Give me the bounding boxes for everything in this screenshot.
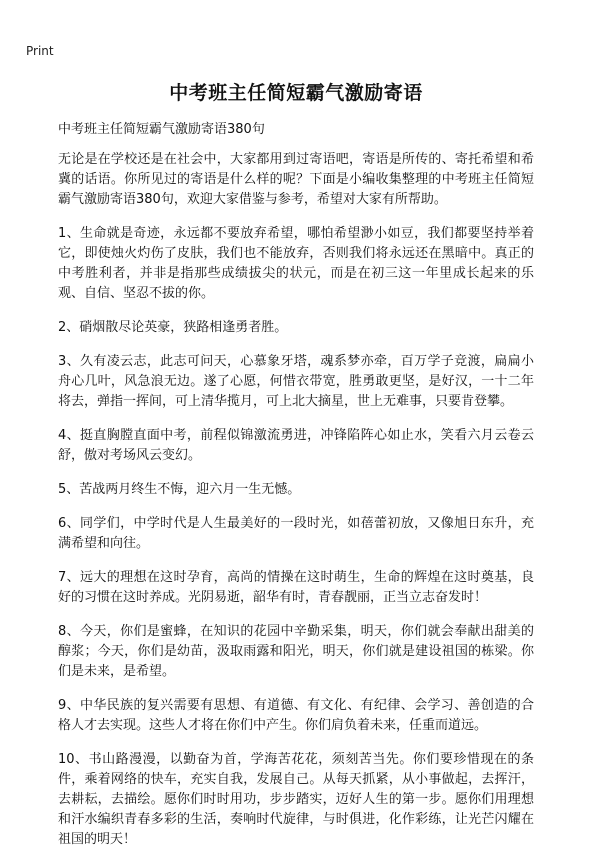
paragraph-7: 7、远大的理想在这时孕育，高尚的情操在这时萌生，生命的辉煌在这时奠基，良好的习惯在这时养成。光阴易逝，韶华有时，青春靓丽，正当立志奋发时！ [58, 570, 534, 605]
paragraph-3: 3、久有凌云志，此志可问天，心慕象牙塔，魂系梦亦牵，百万学子竞渡，扁扁小舟心几叶，风急浪无边。遂了心愿，何惜衣带宽，胜勇敢更坚，是好汉，一十二年将去，弹指一挥间，可上清华揽月，可上北大摘星，世上无难事，只要肯登攀。 [58, 354, 534, 409]
paragraph-8: 8、今天，你们是蜜蜂，在知识的花园中辛勤采集，明天，你们就会奉献出甜美的醇浆；今天，你们是幼苗，汲取雨露和阳光，明天，你们就是建设祖国的栋梁。你们是未来，是希望。 [58, 624, 534, 679]
paragraph-1: 1、生命就是奇迹，永远都不要放弃希望，哪怕希望渺小如豆，我们都要坚持举着它，即使烛火灼伤了皮肤，我们也不能放弃，否则我们将永远还在黑暗中。真正的中考胜利者，并非是指那些成绩拔尖的状元，而是在初三这一年里成长起来的乐观、自信、坚忍不拔的你。 [58, 226, 534, 301]
paragraph-intro: 无论是在学校还是在社会中，大家都用到过寄语吧，寄语是所传的、寄托希望和希冀的话语。你所见过的寄语是什么样的呢？下面是小编收集整理的中考班主任简短霸气激励寄语380句，欢迎大家借鉴与参考，希望对大家有所帮助。 [58, 152, 534, 207]
document-subtitle: 中考班主任简短霸气激励寄语380句 [58, 122, 265, 137]
paragraph-4: 4、挺直胸膛直面中考，前程似锦激流勇进，冲锋陷阵心如止水，笑看六月云卷云舒，傲对考场风云变幻。 [58, 428, 534, 463]
paragraph-5: 5、苦战两月终生不悔，迎六月一生无憾。 [58, 482, 301, 497]
paragraph-6: 6、同学们，中学时代是人生最美好的一段时光，如蓓蕾初放，又像旭日东升，充满希望和向往。 [58, 516, 534, 551]
document-body [58, 150, 534, 850]
paragraph-9: 9、中华民族的复兴需要有思想、有道德、有文化、有纪律、会学习、善创造的合格人才去实现。这些人才将在你们中产生。你们肩负着未来，任重而道远。 [58, 698, 534, 733]
page-title: 中考班主任简短霸气激励寄语 [169, 82, 423, 104]
paragraph-10: 10、书山路漫漫，以勤奋为首，学海苦花花，须刻苦当先。你们要珍惜现在的条件，乘着网络的快车，充实自我，发展自己。从每天抓紧，从小事做起，去挥汗，去耕耘，去描绘。愿你们时时用功，步步踏实，迈好人生的第一步。愿你们用理想和汗水编织青春多彩的生活，奏响时代旋律，与时俱进，化作彩练，让光芒闪耀在祖国的明天！ [58, 752, 534, 847]
paragraph-2: 2、硝烟散尽论英豪，狭路相逢勇者胜。 [58, 320, 288, 335]
print-link[interactable]: Print [26, 44, 54, 58]
